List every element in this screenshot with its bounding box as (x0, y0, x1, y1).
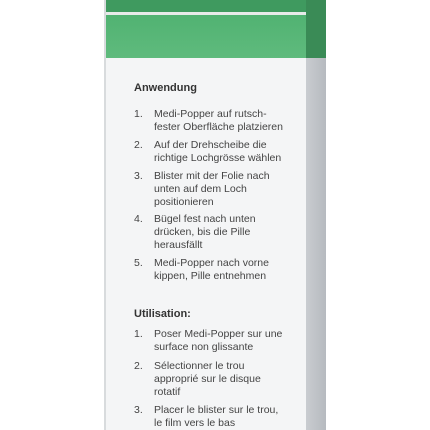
section-heading-fr: Utilisation: (134, 308, 191, 320)
item-text: Bügel fest nach unten drücken, bis die Pille herausfällt (154, 213, 256, 251)
item-number: 4. (134, 213, 143, 225)
item-text: Blister mit der Folie nach unten auf dem Loch positionieren (154, 170, 270, 208)
item-text: Medi-Popper nach vorne kippen, Pille entnehmen (154, 257, 269, 282)
item-number: 5. (134, 257, 143, 269)
item-number: 1. (134, 328, 143, 340)
item-number: 1. (134, 108, 143, 120)
item-number: 2. (134, 360, 143, 372)
item-number: 2. (134, 139, 143, 151)
item-text: Medi-Popper auf rutsch- fester Oberfläche platzieren (154, 108, 283, 133)
item-number: 3. (134, 404, 143, 416)
item-text: Sélectionner le trou approprié sur le disque rotatif (154, 360, 261, 398)
box-top-fold (106, 0, 306, 12)
item-text: Placer le blister sur le trou, le film vers le bas (154, 404, 279, 429)
item-number: 3. (134, 170, 143, 182)
box-right-side (306, 0, 326, 430)
item-text: Auf der Drehscheibe die richtige Lochgrösse wählen (154, 139, 282, 164)
item-text: Poser Medi-Popper sur une surface non glissante (154, 328, 283, 353)
green-side-band (306, 0, 326, 58)
section-heading-de: Anwendung (134, 82, 197, 94)
